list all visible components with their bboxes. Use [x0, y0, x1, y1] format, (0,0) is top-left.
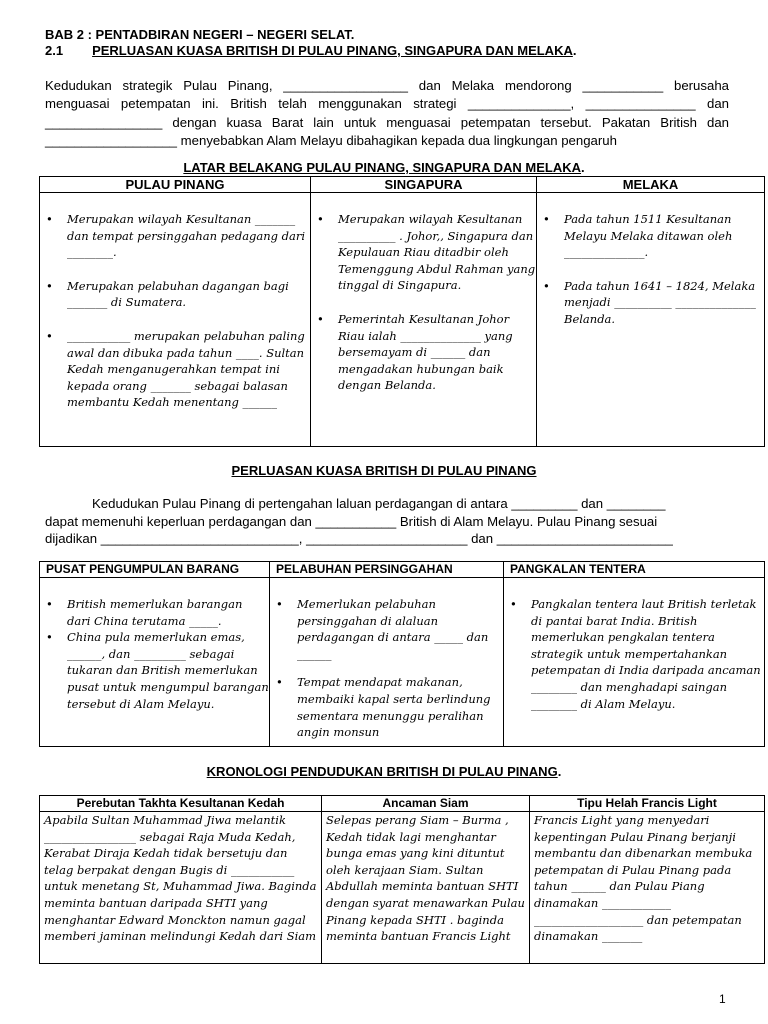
list-item: • ___________ merupakan pelabuhan paling awal dan dibuka pada tahun ____. Sultan Kedah menganugerahkan tempat ini kepada orang _______ sebagai balasan membantu Kedah menentang ______	[40, 328, 310, 411]
header-ancaman-siam: Ancaman Siam	[322, 796, 530, 812]
section3-title: KRONOLOGI PENDUDUKAN BRITISH DI PULAU PINANG.	[206, 764, 562, 779]
role-table	[39, 561, 765, 747]
section2-line: dijadikan ___________________________, ______________________ dan ________________________	[45, 531, 673, 546]
list-item: • Merupakan wilayah Kesultanan __________ . Johor,, Singapura dan Kepulauan Riau ditadbir oleh Temenggung Abdul Rahman yang tinggal di Singapura.	[311, 211, 536, 294]
intro-paragraph: Kedudukan strategik Pulau Pinang, _________________ dan Melaka mendorong ___________ berusaha menguasai petempatan ini. British telah menggunakan strategi ______________, _______________ dan ________________ dengan kuasa Barat lain untuk menguasai petempatan tersebut. Pakatan British dan __________________ menyebabkan Alam Melayu dibahagikan kepada dua lingkungan pengaruh	[45, 78, 729, 148]
header-pusat-pengumpulan: PUSAT PENGUMPULAN BARANG	[40, 562, 270, 578]
section2-paragraph	[45, 495, 735, 548]
chapter-heading	[45, 27, 354, 43]
list-item: • China pula memerlukan emas, ______, dan _________ sebagai tukaran dan British memerlukan pusat untuk mengumpul barangan tersebut di Alam Melayu.	[40, 629, 269, 712]
header-pelabuhan-persinggahan: PELABUHAN PERSINGGAHAN	[270, 562, 504, 578]
list-item: • Tempat mendapat makanan, membaiki kapal serta berlindung sementara menunggu peralihan angin monsun	[270, 674, 503, 740]
header-melaka: MELAKA	[537, 177, 765, 193]
header-pulau-pinang: PULAU PINANG	[40, 177, 311, 193]
cell-pulau-pinang	[40, 193, 311, 447]
cell-perebutan-takhta: Apabila Sultan Muhammad Jiwa melantik ________________ sebagai Raja Muda Kedah, Kerabat Diraja Kedah tidak bersetuju dan telag berpakat dengan Bugis di ___________ untuk menetang St, Muhammad Jiwa. Baginda meminta bantuan daripada SHTI yang menghantar Edward Monckton namun gagal memberi jaminan melindungi Kedah dari Siam	[40, 812, 322, 964]
subsection-number: 2.1	[45, 43, 64, 58]
section2-line: dapat memenuhi keperluan perdagangan dan ___________ British di Alam Melayu. Pulau Pinang sesuai	[45, 513, 658, 529]
list-item: • British memerlukan barangan dari China terutama _____.	[40, 596, 269, 629]
header-singapura: SINGAPURA	[311, 177, 537, 193]
section2-title: PERLUASAN KUASA BRITISH DI PULAU PINANG	[231, 463, 537, 478]
section1-title: LATAR BELAKANG PULAU PINANG, SINGAPURA DAN MELAKA.	[183, 160, 585, 175]
cell-ancaman-siam: Selepas perang Siam – Burma , Kedah tidak lagi menghantar bunga emas yang kini dituntut oleh kerajaan Siam. Sultan Abdullah meminta bantuan SHTI dengan syarat menawarkan Pulau Pinang kepada SHTI . baginda meminta bantuan Francis Light	[322, 812, 530, 964]
cell-singapura	[311, 193, 537, 447]
list-item: • Merupakan pelabuhan dagangan bagi _______ di Sumatera.	[40, 278, 310, 311]
chapter-title: BAB 2 : PENTADBIRAN NEGERI – NEGERI SELAT.	[45, 27, 355, 42]
list-item: • Pada tahun 1641 – 1824, Melaka menjadi __________ ______________ Belanda.	[537, 278, 764, 328]
cell-pelabuhan-persinggahan	[270, 578, 504, 747]
background-table	[39, 176, 765, 447]
cell-tipu-helah: Francis Light yang menyedari kepentingan Pulau Pinang berjanji membantu dan dibenarkan membuka petempatan di Pulau Pinang pada tahun ______ dan Pulau Piang dinamakan ____________ ___________________ dan petempatan dinamakan _______	[530, 812, 765, 964]
chronology-table	[39, 795, 765, 964]
section2-line: Kedudukan Pulau Pinang di pertengahan laluan perdagangan di antara _________ dan ________	[92, 496, 666, 511]
header-perebutan-takhta: Perebutan Takhta Kesultanan Kedah	[40, 796, 322, 812]
cell-pusat-pengumpulan	[40, 578, 270, 747]
page-number: 1	[719, 992, 726, 1006]
list-item: • Pangkalan tentera laut British terletak di pantai barat India. British memerlukan pengkalan tentera strategik untuk mempertahankan petempatan di India daripada ancaman ________ dan menghadapi saingan ________ di Alam Melayu.	[504, 596, 764, 712]
list-item: • Memerlukan pelabuhan persinggahan di alaluan perdagangan di antara _____ dan ______	[270, 596, 503, 662]
list-item: • Pemerintah Kesultanan Johor Riau ialah ______________ yang bersemayam di ______ dan mengadakan hubungan baik dengan Belanda.	[311, 311, 536, 394]
header-tipu-helah: Tipu Helah Francis Light	[530, 796, 765, 812]
cell-melaka	[537, 193, 765, 447]
cell-pangkalan-tentera	[504, 578, 765, 747]
list-item: • Merupakan wilayah Kesultanan _______ dan tempat persinggahan pedagang dari ________.	[40, 211, 310, 261]
subsection-title: PERLUASAN KUASA BRITISH DI PULAU PINANG, SINGAPURA DAN MELAKA	[92, 43, 573, 58]
list-item: • Pada tahun 1511 Kesultanan Melayu Melaka ditawan oleh ______________.	[537, 211, 764, 261]
header-pangkalan-tentera: PANGKALAN TENTERA	[504, 562, 765, 578]
subsection-heading: 2.1 PERLUASAN KUASA BRITISH DI PULAU PINANG, SINGAPURA DAN MELAKA.	[45, 43, 577, 58]
